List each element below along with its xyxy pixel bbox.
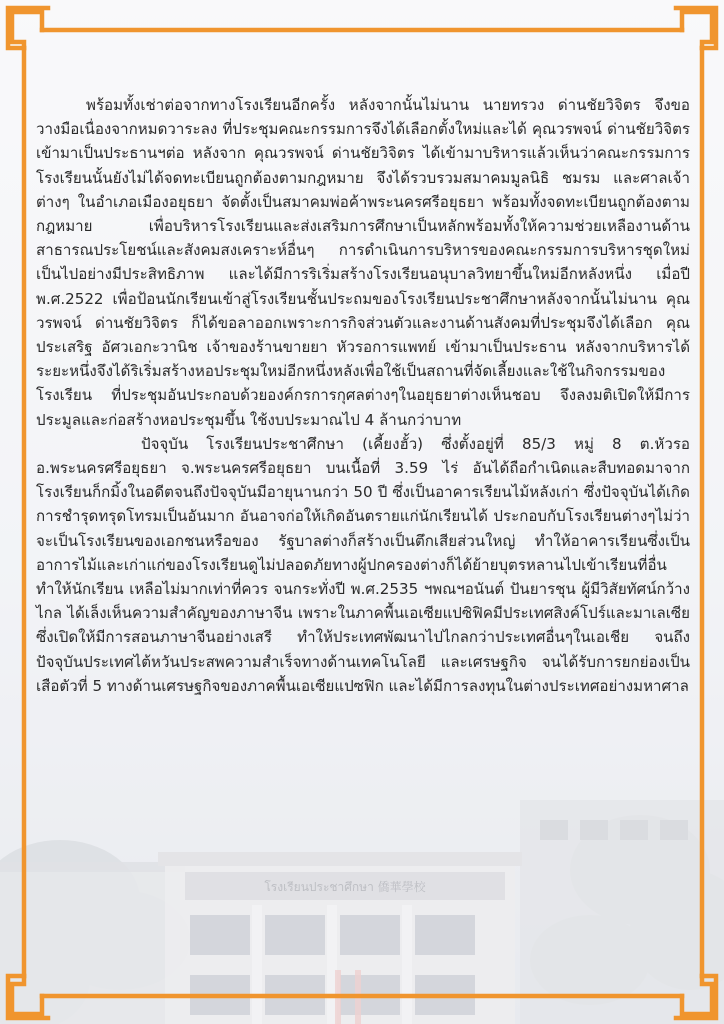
article-body: [36, 93, 690, 698]
school-sign-text: โรงเรียนประชาศึกษา 僑華學校: [264, 880, 426, 894]
paragraph-present-day: ปัจจุบัน โรงเรียนประชาศึกษา (เคี้ยงฮั้ว) ซึ่งตั้งอยู่ที่ 85/3 หมู่ 8 ต.หัวรอ อ.พระนครศรีอยุธยา จ.พระนครศรีอยุธยา บนเนื้อที่ 3.59 ไร่ อันได้ถือกำเนิดและสืบทอดมาจากโรงเรียนก็กมิ้งในอดีตจนถึงปัจจุบันมีอายุนานกว่า 50 ปี ซึ่งเป็นอาคารเรียนไม้หลังเก่า ซึ่งปัจจุบันได้เกิดการชำรุดทรุดโทรมเป็นอันมาก อันอาจก่อให้เกิดอันตรายแก่นักเรียนได้ ประกอบกับโรงเรียนต่างๆไม่ว่าจะเป็นโรงเรียนของเอกชนหรือของ รัฐบาลต่างก็สร้างเป็นตึกเสียส่วนใหญ่ ทำให้อาคารเรียนซึ่งเป็นอาการไม้และเก่าแก่ของโรงเรียนดูไม่ปลอดภัยทางผู้ปกครองต่างก็ได้ย้ายบุตรหลานไปเข้าเรียนที่อื่น ทำให้นักเรียน เหลือไม่มากเท่าที่ควร จนกระทั่งปี พ.ศ.2535 ฯพณฯอนันต์ ปันยารชุน ผู้มีวิสัยทัศน์กว้างไกล ได้เล็งเห็นความสำคัญของภาษาจีน เพราะในภาคพื้นเอเซียแปซิฟิคมีประเทศสิงค์โปร์และมาเลเซียซึ่งเปิดให้มีการสอนภาษาจีนอย่างเสรี ทำให้ประเทศพัฒนาไปไกลกว่าประเทศอื่นๆในเอเชีย จนถึงปัจจุบันประเทศไต้หวันประสพความสำเร็จทางด้านเทคโนโลยี และเศรษฐกิจ จนได้รับการยกย่องเป็นเสือตัวที่ 5 ทางด้านเศรษฐกิจของภาคพื้นเอเซียแปซฟิก และได้มีการลงทุนในต่างประเทศอย่างมหาศาล: [36, 434, 690, 695]
paragraph-history-board: พร้อมทั้งเช่าต่อจากทางโรงเรียนอีกครั้ง หลังจากนั้นไม่นาน นายทรวง ด่านชัยวิจิตร จึงขอวางมือเนื่องจากหมดวาระลง ที่ประชุมคณะกรรมการจึงได้เลือกตั้งใหม่และได้ คุณวรพจน์ ด่านชัยวิจิตร เข้ามาเป็นประธานฯต่อ หลังจาก คุณวรพจน์ ด่านชัยวิจิตร ได้เข้ามาบริหารแล้วเห็นว่าคณะกรรมการโรงเรียนนั้นยังไม่ได้จดทะเบียนถูกต้องตามกฎหมาย จึงได้รวบรวมสมาคมมูลนิธิ ชมรม และศาลเจ้าต่างๆ ในอำเภอเมืองอยุธยา จัดตั้งเป็นสมาคมพ่อค้าพระนครศรีอยุธยา พร้อมทั้งจดทะเบียนถูกต้องตามกฎหมาย เพื่อบริหารโรงเรียนและส่งเสริมการศึกษาเป็นหลักพร้อมทั้งให้ความช่วยเหลืองานด้านสาธารณประโยชน์และสังคมสงเคราะห์อื่นๆ การดำเนินการบริหารของคณะกรรมการบริหารชุดใหม่เป็นไปอย่างมีประสิทธิภาพ และได้มีการริเริ่มสร้างโรงเรียนอนุบาลวิทยาขึ้นใหม่อีกหลังหนึ่ง เมื่อปี พ.ศ.2522 เพื่อป้อนนักเรียนเข้าสู่โรงเรียนชั้นประถมของโรงเรียนประชาศึกษาหลังจากนั้นไม่นาน คุณวรพจน์ ด่านชัยวิจิตร ก็ได้ขอลาออกเพราะการกิจส่วนตัวและงานด้านสังคมที่ประชุมจึงได้เลือก คุณประเสริฐ อัศวเอกะวานิช เจ้าของร้านขายยา หัวรอการแพทย์ เข้ามาเป็นประธาน หลังจากบริหารได้ระยะหนึ่งจึงได้ริเริ่มสร้างหอประชุมใหม่อีกหนึ่งหลังเพื่อใช้เป็นสถานที่จัดเลี้ยงและใช้ในกิจกรรมของโรงเรียน ที่ประชุมอันประกอบด้วยองค์กรการกุศลต่างๆในอยุธยาต่างเห็นชอบ จึงลงมติเปิดให้มีการประมูลและก่อสร้างหอประชุมขึ้น ใช้งบประมาณไป 4 ล้านกว่าบาท: [36, 96, 690, 429]
